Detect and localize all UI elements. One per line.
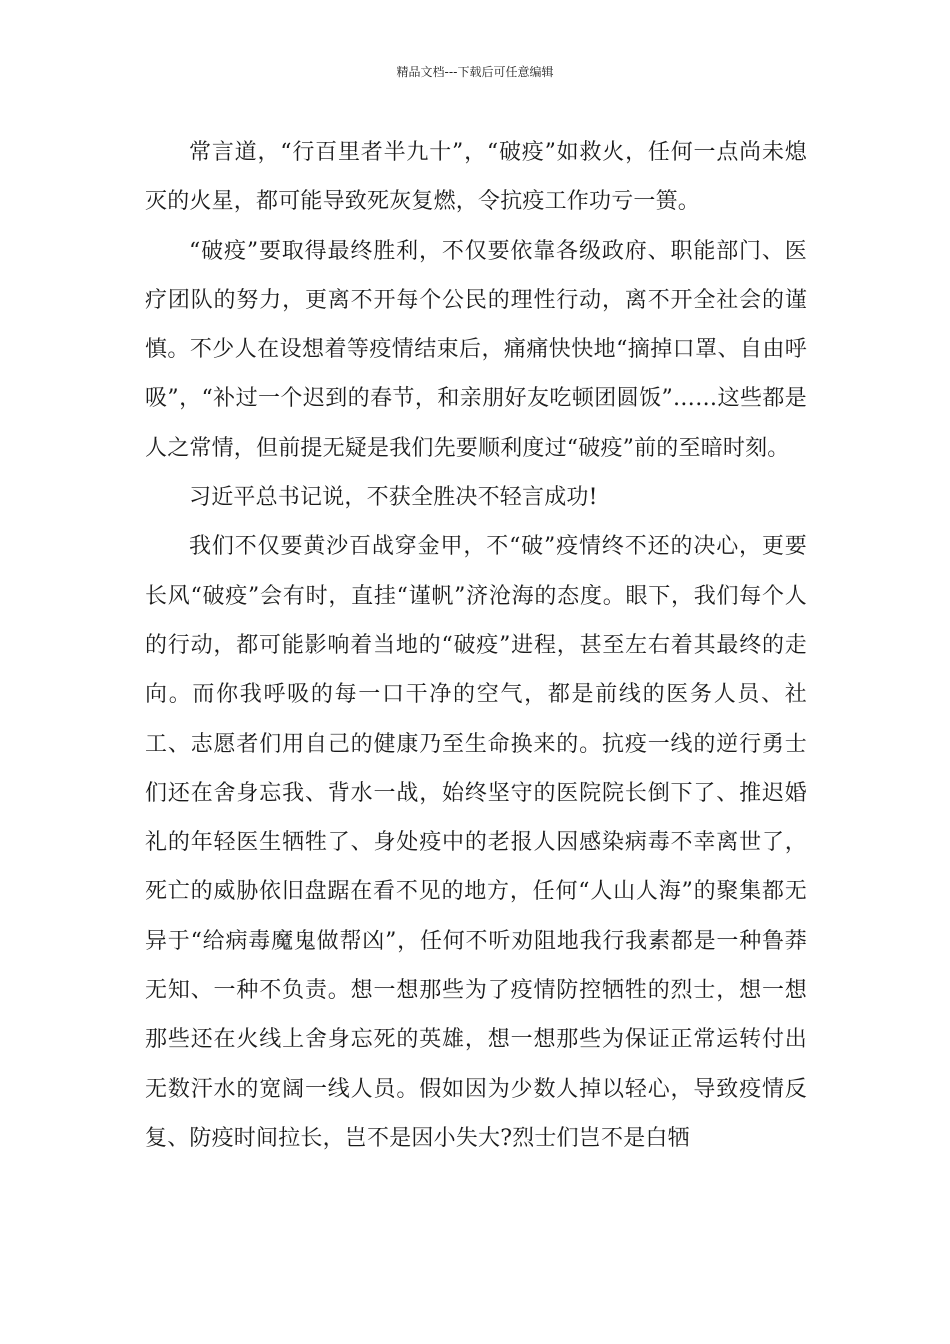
paragraph: 我们不仅要黄沙百战穿金甲，不“破”疫情终不还的决心，更要长风“破疫”会有时，直挂“谨帆”济沧海的态度。眼下，我们每个人的行动，都可能影响着当地的“破疫”进程，甚至左右着其最终的走向。而你我呼吸的每一口干净的空气，都是前线的医务人员、社工、志愿者们用自己的健康乃至生命换来的。抗疫一线的逆行勇士们还在舍身忘我、背水一战，始终坚守的医院院长倒下了、推迟婚礼的年轻医生牺牲了、身处疫中的老报人因感染病毒不幸离世了，死亡的威胁依旧盘踞在看不见的地方，任何“人山人海”的聚集都无异于“给病毒魔鬼做帮凶”，任何不听劝阻地我行我素都是一种鲁莽无知、一种不负责。想一想那些为了疫情防控牺牲的烈士，想一想那些还在火线上舍身忘死的英雄，想一想那些为保证正常运转付出无数汗水的宽阔一线人员。假如因为少数人掉以轻心，导致疫情反复、防疫时间拉长，岂不是因小失大?烈士们岂不是白牺	[145, 534, 807, 1151]
document-body	[145, 128, 807, 1163]
page-header: 精品文档---下载后可任意编辑	[396, 65, 554, 79]
paragraph: “破疫”要取得最终胜利，不仅要依靠各级政府、职能部门、医疗团队的努力，更离不开每个公民的理性行动，离不开全社会的谨慎。不少人在设想着等疫情结束后，痛痛快快地“摘掉口罩、自由呼吸”，“补过一个迟到的春节，和亲朋好友吃顿团圆饭”……这些都是人之常情，但前提无疑是我们先要顺利度过“破疫”前的至暗时刻。	[145, 238, 807, 461]
paragraph: 习近平总书记说，不获全胜决不轻言成功!	[189, 485, 598, 511]
paragraph: 常言道，“行百里者半九十”，“破疫”如救火，任何一点尚未熄灭的火星，都可能导致死灰复燃，令抗疫工作功亏一篑。	[145, 140, 807, 215]
